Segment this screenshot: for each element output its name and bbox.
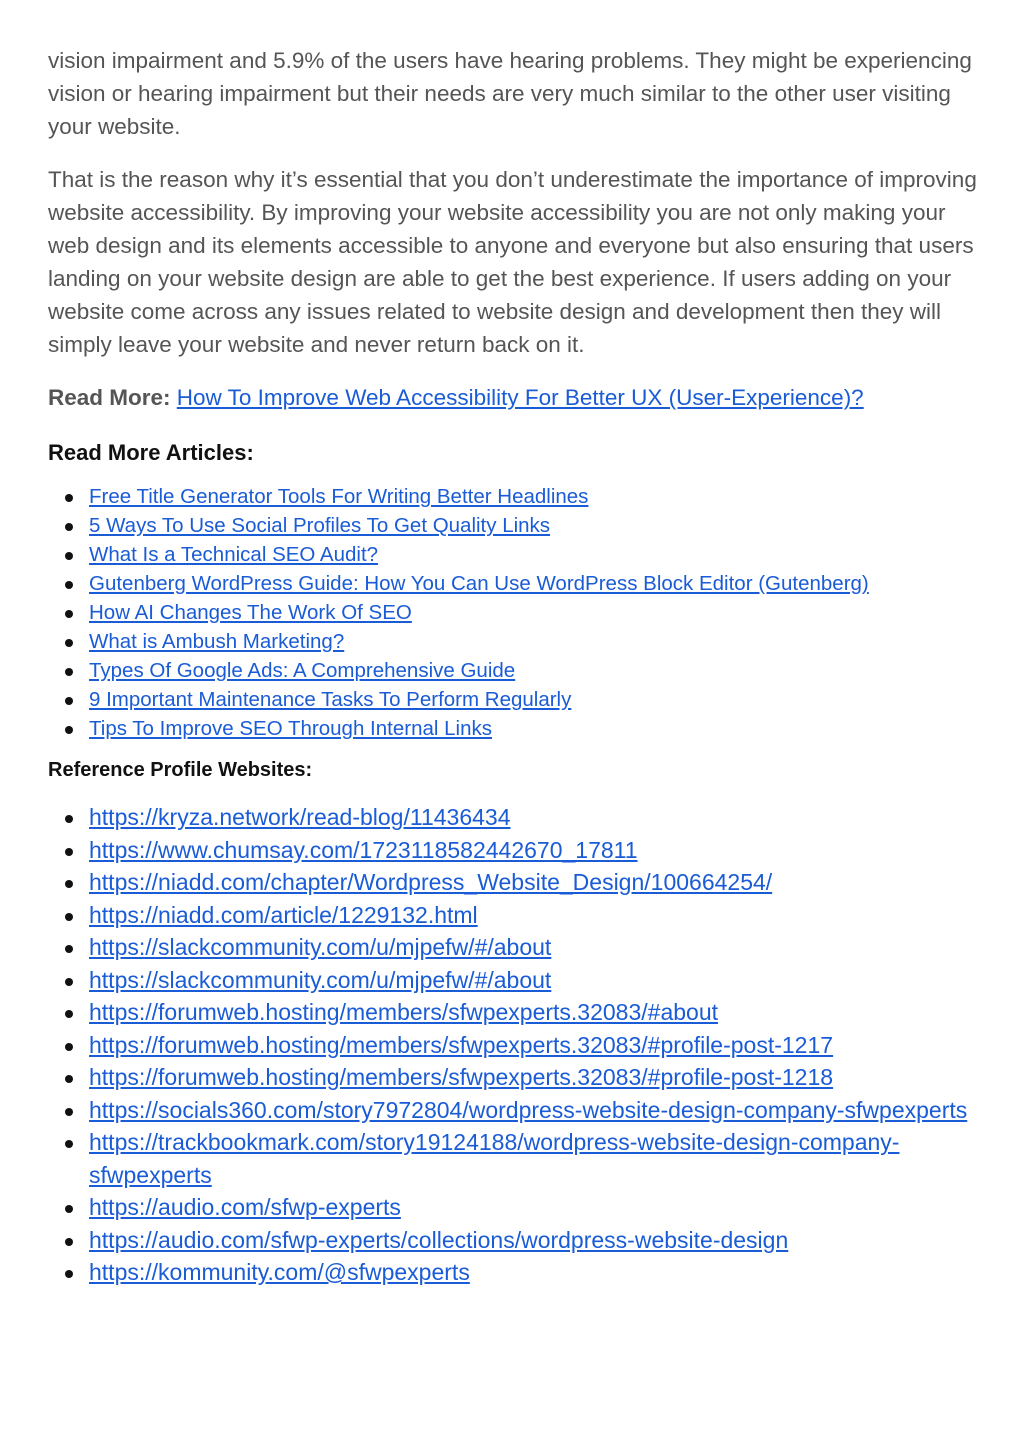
reference-link[interactable]: https://kommunity.com/@sfwpexperts [89,1259,470,1285]
list-item [89,1224,978,1257]
document-page [48,44,978,1289]
list-item [89,1256,978,1289]
reference-link[interactable]: https://forumweb.hosting/members/sfwpexperts.32083/#profile-post-1218 [89,1064,834,1090]
article-link[interactable]: Tips To Improve SEO Through Internal Links [89,717,492,740]
reference-link[interactable]: https://kryza.network/read-blog/11436434 [89,804,511,830]
list-item [89,714,978,743]
article-link[interactable]: Free Title Generator Tools For Writing Better Headlines [89,485,589,508]
article-link[interactable]: 9 Important Maintenance Tasks To Perform Regularly [89,688,572,711]
list-item [89,866,978,899]
list-item [89,598,978,627]
article-link[interactable]: What is Ambush Marketing? [89,630,345,653]
reference-link[interactable]: https://audio.com/sfwp-experts [89,1194,401,1220]
reference-link[interactable]: https://socials360.com/story7972804/wordpress-website-design-company-sfwpexperts [89,1096,968,1123]
reference-link[interactable]: https://slackcommunity.com/u/mjpefw/#/about [89,966,552,993]
paragraph-accessibility-importance: That is the reason why it’s essential that you don’t underestimate the importance of improving website accessibility. By improving your website accessibility you are not only making your web design and its elements accessible to anyone and everyone but also ensuring that users landing on your website design are able to get the best experience. If users adding on your website come across any issues related to website design and development then they will simply leave your website and never return back on it. [48,167,977,357]
reference-link[interactable]: https://trackbookmark.com/story19124188/wordpress-website-design-company-sfwpexperts [89,1129,900,1188]
list-item [89,996,978,1029]
list-item [89,685,978,714]
list-item [89,1029,978,1062]
articles-heading: Read More Articles: [48,440,254,465]
list-item [89,1061,978,1094]
reference-link[interactable]: https://forumweb.hosting/members/sfwpexperts.32083/#profile-post-1217 [89,1031,834,1058]
reference-link[interactable]: https://niadd.com/article/1229132.html [89,901,478,928]
read-more-link[interactable]: How To Improve Web Accessibility For Better UX (User-Experience)? [176,385,864,410]
reference-link[interactable]: https://audio.com/sfwp-experts/collections/wordpress-website-design [89,1226,789,1253]
list-item [89,834,978,867]
references-heading: Reference Profile Websites: [48,759,313,781]
list-item [89,482,978,511]
read-more-line [48,381,978,414]
list-item [89,569,978,598]
list-item [89,931,978,964]
reference-link[interactable]: https://forumweb.hosting/members/sfwpexperts.32083/#about [89,999,719,1025]
list-item [89,899,978,932]
list-item [89,540,978,569]
reference-link[interactable]: https://www.chumsay.com/1723118582442670_17811 [89,836,638,863]
list-item [89,964,978,997]
references-list [48,801,978,1289]
article-link[interactable]: Gutenberg WordPress Guide: How You Can Use WordPress Block Editor (Gutenberg) [89,572,869,595]
article-link[interactable]: Types Of Google Ads: A Comprehensive Guide [89,659,516,682]
read-more-label: Read More: [48,385,171,410]
list-item [89,801,978,834]
list-item [89,1094,978,1127]
reference-link[interactable]: https://niadd.com/chapter/Wordpress_Website_Design/100664254/ [89,869,773,895]
list-item [89,511,978,540]
articles-list [48,482,978,743]
reference-link[interactable]: https://slackcommunity.com/u/mjpefw/#/about [89,934,552,960]
list-item [89,1191,978,1224]
paragraph-accessibility-stats: vision impairment and 5.9% of the users have hearing problems. They might be experiencing vision or hearing impairment but their needs are very much similar to the other user visiting your website. [48,48,972,139]
list-item [89,627,978,656]
list-item [89,656,978,685]
article-link[interactable]: What Is a Technical SEO Audit? [89,543,379,566]
list-item [89,1126,978,1191]
article-link[interactable]: How AI Changes The Work Of SEO [89,601,412,624]
article-link[interactable]: 5 Ways To Use Social Profiles To Get Quality Links [89,514,551,537]
